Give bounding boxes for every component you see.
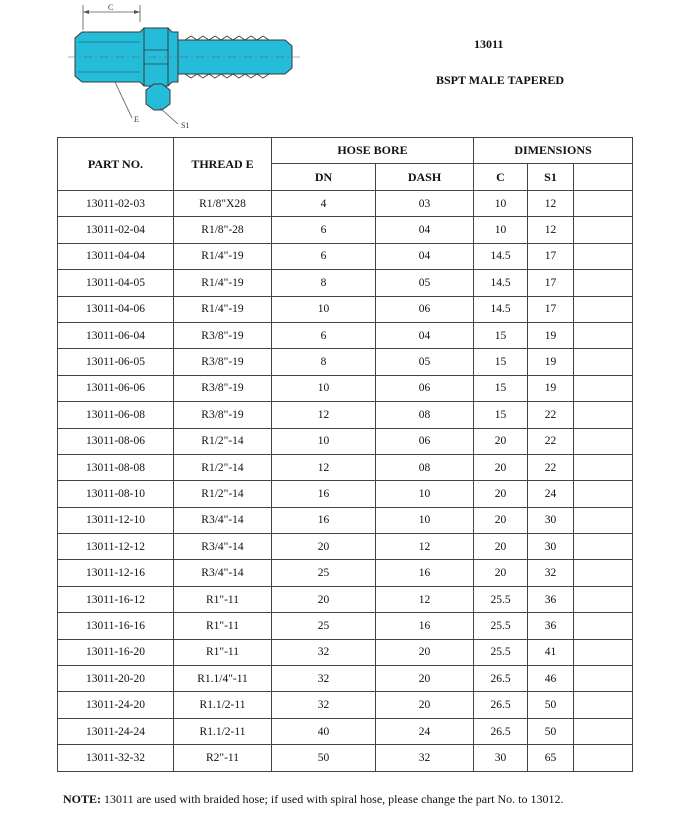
s1-cell: 22 (528, 428, 574, 454)
thread-cell: R1.1/4"-11 (174, 666, 272, 692)
blank-cell (574, 507, 633, 533)
fitting-drawing-svg (60, 0, 320, 138)
dash-cell: 06 (376, 428, 474, 454)
dash-cell: 20 (376, 639, 474, 665)
part-no-cell: 13011-06-04 (58, 322, 174, 348)
part-no-cell: 13011-04-06 (58, 296, 174, 322)
thread-cell: R1"-11 (174, 586, 272, 612)
dash-cell: 04 (376, 322, 474, 348)
s1-cell: 50 (528, 692, 574, 718)
s1-cell: 19 (528, 349, 574, 375)
dash-cell: 12 (376, 534, 474, 560)
dn-cell: 6 (272, 217, 376, 243)
dash-cell: 08 (376, 454, 474, 480)
dash-cell: 06 (376, 296, 474, 322)
s1-cell: 17 (528, 296, 574, 322)
table-row (58, 217, 633, 243)
c-cell: 20 (474, 428, 528, 454)
dn-cell: 8 (272, 349, 376, 375)
blank-cell (574, 243, 633, 269)
s1-cell: 50 (528, 718, 574, 744)
blank-cell (574, 349, 633, 375)
s1-cell: 36 (528, 586, 574, 612)
thread-cell: R1.1/2-11 (174, 718, 272, 744)
c-cell: 26.5 (474, 718, 528, 744)
s1-cell: 36 (528, 613, 574, 639)
dash-cell: 04 (376, 217, 474, 243)
table-row (58, 454, 633, 480)
part-no-cell: 13011-02-04 (58, 217, 174, 243)
s1-cell: 19 (528, 375, 574, 401)
dim-c-label: C (108, 3, 114, 12)
s1-cell: 17 (528, 243, 574, 269)
header-dash: DASH (376, 164, 474, 191)
c-cell: 15 (474, 349, 528, 375)
c-cell: 26.5 (474, 666, 528, 692)
blank-cell (574, 270, 633, 296)
s1-cell: 41 (528, 639, 574, 665)
dn-cell: 8 (272, 270, 376, 296)
thread-cell: R3/8"-19 (174, 349, 272, 375)
c-cell: 10 (474, 217, 528, 243)
blank-cell (574, 191, 633, 217)
thread-cell: R1"-11 (174, 613, 272, 639)
c-cell: 20 (474, 454, 528, 480)
part-no-cell: 13011-12-16 (58, 560, 174, 586)
table-row (58, 243, 633, 269)
dn-cell: 12 (272, 402, 376, 428)
spec-table-body (58, 191, 633, 772)
c-cell: 15 (474, 402, 528, 428)
part-no-cell: 13011-02-03 (58, 191, 174, 217)
c-cell: 20 (474, 560, 528, 586)
header-hose-bore: HOSE BORE (272, 138, 474, 164)
thread-cell: R1/4"-19 (174, 243, 272, 269)
part-no-cell: 13011-04-05 (58, 270, 174, 296)
c-cell: 20 (474, 507, 528, 533)
blank-cell (574, 666, 633, 692)
spec-table (57, 137, 633, 772)
product-code: 13011 (474, 37, 504, 51)
s1-cell: 17 (528, 270, 574, 296)
note-label: NOTE: (63, 792, 102, 806)
table-row (58, 639, 633, 665)
thread-cell: R1/2"-14 (174, 481, 272, 507)
table-row (58, 718, 633, 744)
product-title: BSPT MALE TAPERED (436, 73, 565, 87)
s1-cell: 24 (528, 481, 574, 507)
s1-cell: 22 (528, 454, 574, 480)
dash-cell: 03 (376, 191, 474, 217)
dash-cell: 16 (376, 560, 474, 586)
table-row (58, 349, 633, 375)
c-cell: 10 (474, 191, 528, 217)
blank-cell (574, 454, 633, 480)
dn-cell: 10 (272, 428, 376, 454)
dash-cell: 16 (376, 613, 474, 639)
blank-cell (574, 375, 633, 401)
s1-cell: 12 (528, 191, 574, 217)
part-no-cell: 13011-06-06 (58, 375, 174, 401)
thread-cell: R1/8"X28 (174, 191, 272, 217)
c-cell: 20 (474, 481, 528, 507)
part-no-cell: 13011-16-16 (58, 613, 174, 639)
table-row (58, 322, 633, 348)
part-no-cell: 13011-12-12 (58, 534, 174, 560)
table-row (58, 481, 633, 507)
blank-cell (574, 481, 633, 507)
dn-cell: 10 (272, 296, 376, 322)
table-row (58, 666, 633, 692)
dn-cell: 32 (272, 639, 376, 665)
part-no-cell: 13011-04-04 (58, 243, 174, 269)
dash-cell: 20 (376, 692, 474, 718)
dn-cell: 4 (272, 191, 376, 217)
part-no-cell: 13011-08-10 (58, 481, 174, 507)
s1-cell: 30 (528, 534, 574, 560)
dash-cell: 05 (376, 349, 474, 375)
thread-cell: R1/2"-14 (174, 454, 272, 480)
dash-cell: 20 (376, 666, 474, 692)
thread-cell: R3/8"-19 (174, 322, 272, 348)
thread-cell: R1"-11 (174, 639, 272, 665)
blank-cell (574, 639, 633, 665)
dn-cell: 16 (272, 507, 376, 533)
c-cell: 25.5 (474, 639, 528, 665)
header-thread: THREAD E (174, 138, 272, 191)
dash-cell: 04 (376, 243, 474, 269)
table-row (58, 428, 633, 454)
dn-cell: 20 (272, 586, 376, 612)
dash-cell: 32 (376, 745, 474, 771)
thread-cell: R3/8"-19 (174, 402, 272, 428)
table-row (58, 586, 633, 612)
blank-cell (574, 560, 633, 586)
part-no-cell: 13011-16-20 (58, 639, 174, 665)
table-row (58, 560, 633, 586)
table-row (58, 402, 633, 428)
blank-cell (574, 296, 633, 322)
thread-cell: R3/4"-14 (174, 560, 272, 586)
dn-cell: 20 (272, 534, 376, 560)
dn-cell: 50 (272, 745, 376, 771)
header-s1: S1 (528, 164, 574, 191)
s1-cell: 32 (528, 560, 574, 586)
thread-cell: R2"-11 (174, 745, 272, 771)
s1-cell: 65 (528, 745, 574, 771)
s1-cell: 12 (528, 217, 574, 243)
dn-cell: 25 (272, 560, 376, 586)
thread-cell: R3/4"-14 (174, 534, 272, 560)
dash-cell: 10 (376, 507, 474, 533)
fitting-drawing (60, 0, 320, 138)
c-cell: 26.5 (474, 692, 528, 718)
c-cell: 30 (474, 745, 528, 771)
s1-cell: 22 (528, 402, 574, 428)
part-no-cell: 13011-08-06 (58, 428, 174, 454)
c-cell: 15 (474, 322, 528, 348)
part-no-cell: 13011-06-05 (58, 349, 174, 375)
s1-cell: 30 (528, 507, 574, 533)
c-cell: 14.5 (474, 296, 528, 322)
part-no-cell: 13011-16-12 (58, 586, 174, 612)
note-text: 13011 are used with braided hose; if used with spiral hose, please change the part No. to 13012. (101, 792, 564, 806)
header-c: C (474, 164, 528, 191)
dim-e-label: E (134, 115, 139, 124)
c-cell: 25.5 (474, 613, 528, 639)
thread-cell: R3/8"-19 (174, 375, 272, 401)
part-no-cell: 13011-24-24 (58, 718, 174, 744)
footnote (63, 792, 563, 807)
dn-cell: 32 (272, 692, 376, 718)
thread-cell: R3/4"-14 (174, 507, 272, 533)
thread-cell: R1/2"-14 (174, 428, 272, 454)
c-cell: 20 (474, 534, 528, 560)
part-no-cell: 13011-32-32 (58, 745, 174, 771)
blank-cell (574, 718, 633, 744)
blank-cell (574, 217, 633, 243)
dash-cell: 06 (376, 375, 474, 401)
blank-cell (574, 613, 633, 639)
dash-cell: 10 (376, 481, 474, 507)
part-no-cell: 13011-20-20 (58, 666, 174, 692)
blank-cell (574, 402, 633, 428)
c-cell: 15 (474, 375, 528, 401)
table-row (58, 534, 633, 560)
dash-cell: 05 (376, 270, 474, 296)
blank-cell (574, 428, 633, 454)
blank-cell (574, 534, 633, 560)
thread-cell: R1/4"-19 (174, 296, 272, 322)
blank-cell (574, 586, 633, 612)
table-row (58, 296, 633, 322)
dn-cell: 40 (272, 718, 376, 744)
table-row (58, 692, 633, 718)
blank-cell (574, 322, 633, 348)
s1-cell: 46 (528, 666, 574, 692)
dash-cell: 24 (376, 718, 474, 744)
dn-cell: 12 (272, 454, 376, 480)
dash-cell: 12 (376, 586, 474, 612)
dn-cell: 16 (272, 481, 376, 507)
c-cell: 25.5 (474, 586, 528, 612)
dn-cell: 10 (272, 375, 376, 401)
c-cell: 14.5 (474, 243, 528, 269)
thread-cell: R1.1/2-11 (174, 692, 272, 718)
table-row (58, 270, 633, 296)
header-dn: DN (272, 164, 376, 191)
dn-cell: 6 (272, 243, 376, 269)
table-row (58, 375, 633, 401)
part-no-cell: 13011-06-08 (58, 402, 174, 428)
s1-cell: 19 (528, 322, 574, 348)
dash-cell: 08 (376, 402, 474, 428)
dim-s1-label: S1 (181, 121, 190, 130)
part-no-cell: 13011-12-10 (58, 507, 174, 533)
header-dimensions: DIMENSIONS (474, 138, 633, 164)
table-row (58, 613, 633, 639)
dn-cell: 6 (272, 322, 376, 348)
thread-cell: R1/4"-19 (174, 270, 272, 296)
thread-cell: R1/8"-28 (174, 217, 272, 243)
dn-cell: 32 (272, 666, 376, 692)
blank-cell (574, 745, 633, 771)
dn-cell: 25 (272, 613, 376, 639)
c-cell: 14.5 (474, 270, 528, 296)
table-row (58, 191, 633, 217)
blank-cell (574, 692, 633, 718)
table-row (58, 745, 633, 771)
header-part-no: PART NO. (58, 138, 174, 191)
part-no-cell: 13011-24-20 (58, 692, 174, 718)
part-no-cell: 13011-08-08 (58, 454, 174, 480)
table-row (58, 507, 633, 533)
header-blank (574, 164, 633, 191)
